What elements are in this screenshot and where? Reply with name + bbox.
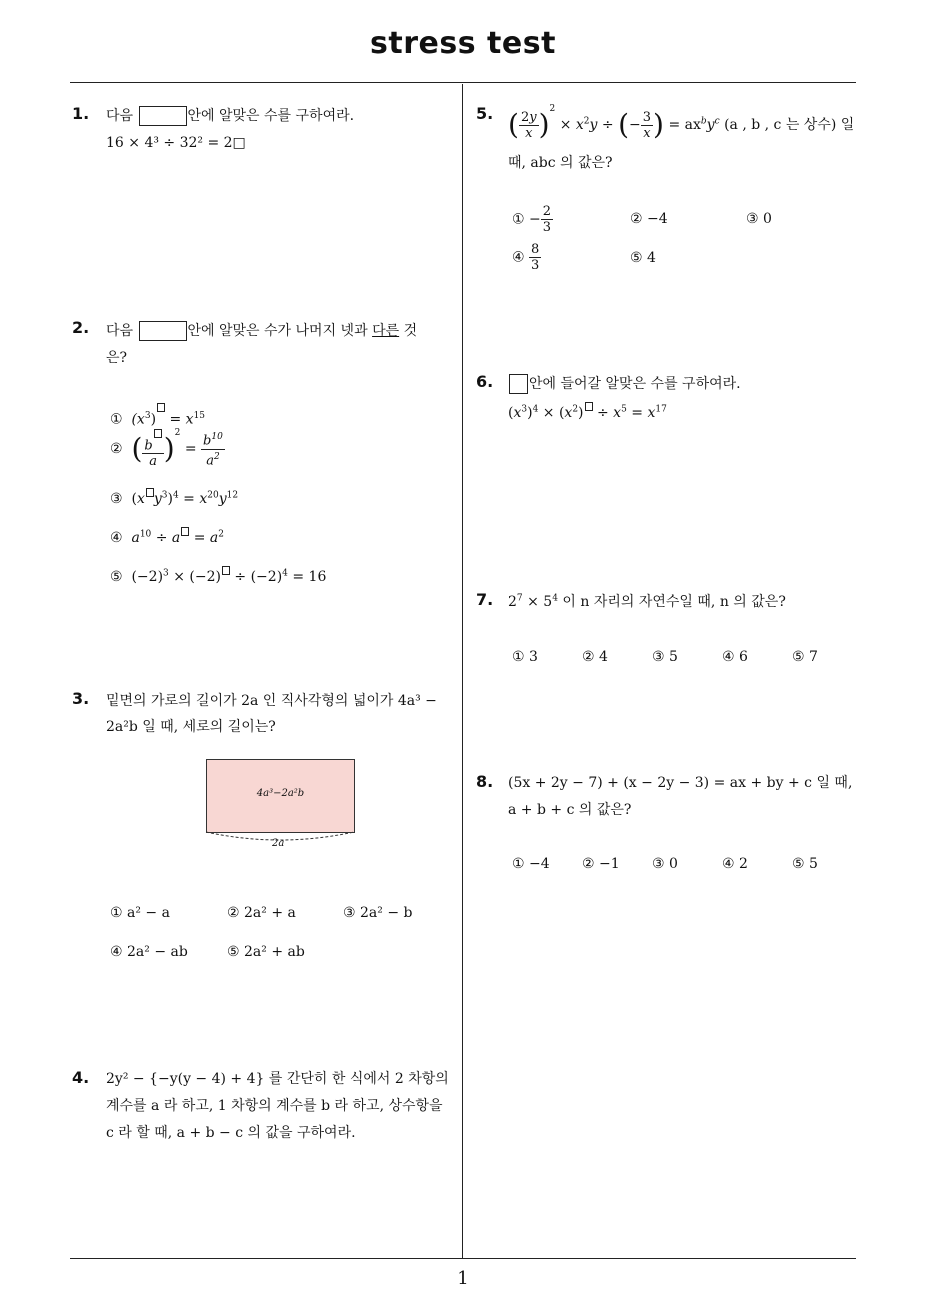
q2-choice-1-marker: ① (110, 411, 123, 428)
q3-choice-1[interactable]: ① a² − a (110, 905, 170, 921)
q3-number: 3. (72, 689, 90, 708)
q2-choice-2[interactable]: ② ( $\frac{b}{a}$ )$^2$ = $\frac{b^{10}}{a^2}$ (110, 428, 223, 470)
q8-choice-4[interactable]: ④ 2 (722, 856, 748, 872)
q5-number: 5. (476, 104, 494, 123)
q5-choice-5[interactable]: ⑤ 4 (630, 250, 656, 266)
q6-text-after: 안에 들어갈 알맞은 수를 구하여라. (529, 376, 741, 392)
q8-choice-2[interactable]: ② −1 (582, 856, 620, 872)
q7-prompt: $2^7 \times 5^4$ 이 n 자리의 자연수일 때, n 의 값은? (508, 593, 786, 610)
q1-expression: 16 × 4³ ÷ 32² = 2□ (106, 135, 246, 151)
q5-choice-4-marker: ④ (512, 249, 525, 266)
column-divider (462, 84, 463, 1259)
q6-expression: $(x^3)^4 \times (x^2) \div x^5 = x^{17}$ (508, 402, 667, 421)
q7-choice-1[interactable]: ① 3 (512, 649, 538, 665)
q4-line2: 계수를 a 라 하고, 1 차항의 계수를 b 라 하고, 상수항을 (106, 1098, 443, 1114)
page-title: stress test (370, 26, 556, 61)
q5-choice-1[interactable]: ① − $\frac{2}{3}$ (512, 204, 552, 235)
q3-choice-3[interactable]: ③ 2a² − b (343, 905, 413, 921)
q2-choice-2-marker: ② (110, 441, 123, 457)
q2-underlined-word: 다른 (372, 323, 400, 339)
q7-choice-2[interactable]: ② 4 (582, 649, 608, 665)
q3-choice-4[interactable]: ④ 2a² − ab (110, 944, 188, 960)
q7-choice-4[interactable]: ④ 6 (722, 649, 748, 665)
q2-text-after: 안에 알맞은 수가 나머지 넷과 (187, 323, 368, 339)
q2-choice-1[interactable]: ① $(x^3) = x^{15}$ (110, 403, 205, 428)
q5-choice-2[interactable]: ② −4 (630, 211, 668, 227)
q2-text-end: 것 (403, 323, 418, 339)
q5-constants-note: (a , b , c 는 상수) 일 (724, 117, 855, 133)
q5-expression: ( $\frac{2y}{x}$ )$^2 \times x^2y$ ÷ (− $\frac{3}{x}$ ) = $ax^by^c$ (a , b , c 는 상수) 일 (508, 104, 855, 141)
q3-choice-5[interactable]: ⑤ 2a² + ab (227, 944, 305, 960)
q6-number: 6. (476, 372, 494, 391)
q3-line1: 밑면의 가로의 길이가 2a 인 직사각형의 넓이가 4a³ − (106, 693, 437, 709)
q2-choice-5[interactable]: ⑤ $(-2)^3 \times (-2) \div (-2)^4 = 16$ (110, 566, 326, 585)
q7-number: 7. (476, 590, 494, 609)
q2-text-before: 다음 (106, 323, 134, 339)
q4-number: 4. (72, 1068, 90, 1087)
q7-choice-3[interactable]: ③ 5 (652, 649, 678, 665)
q2-number: 2. (72, 318, 90, 337)
q3-area-label: 4a³−2a²b (256, 788, 305, 799)
q1-number: 1. (72, 104, 90, 123)
q1-answer-box (139, 106, 187, 126)
q2-choice-4[interactable]: ④ $a^{10} \div a = a^2$ (110, 527, 224, 546)
q2-answer-box (139, 321, 187, 341)
q8-number: 8. (476, 772, 494, 791)
q3-choice-2[interactable]: ② 2a² + a (227, 905, 296, 921)
q2-choice-5-marker: ⑤ (110, 569, 123, 585)
footer-rule (70, 1258, 856, 1259)
q7-choice-5[interactable]: ⑤ 7 (792, 649, 818, 665)
q8-choice-1[interactable]: ① −4 (512, 856, 550, 872)
q4-line3: c 라 할 때, a + b − c 의 값을 구하여라. (106, 1125, 356, 1141)
q2-choice-4-marker: ④ (110, 530, 123, 546)
q3-rectangle-figure (206, 759, 355, 833)
q1-text-before: 다음 (106, 108, 134, 124)
q2-choice-3[interactable]: ③ (x $y^3)^4 = x^{20}y^{12}$ (110, 488, 238, 507)
header-rule (70, 82, 856, 83)
q1-text-after: 안에 알맞은 수를 구하여라. (187, 108, 355, 124)
q6-answer-box (509, 374, 528, 394)
q5-choice-4[interactable]: ④ $\frac{8}{3}$ (512, 242, 540, 273)
q2-choice-3-marker: ③ (110, 491, 123, 507)
q8-line2: a + b + c 의 값은? (508, 802, 632, 818)
q8-line1: (5x + 2y − 7) + (x − 2y − 3) = ax + by + c 일 때, (508, 775, 853, 791)
page-number: 1 (457, 1268, 469, 1289)
q8-choice-5[interactable]: ⑤ 5 (792, 856, 818, 872)
q7-text: 이 n 자리의 자연수일 때, n 의 값은? (562, 594, 786, 610)
q2-prompt (106, 318, 417, 344)
q6-prompt (508, 371, 741, 397)
q2-prompt-line2: 은? (106, 350, 128, 366)
q8-choice-3[interactable]: ③ 0 (652, 856, 678, 872)
q4-line1: 2y² − {−y(y − 4) + 4} 를 간단히 한 식에서 2 차항의 (106, 1071, 449, 1087)
q5-choice-3[interactable]: ③ 0 (746, 211, 772, 227)
q3-line2: 2a²b 일 때, 세로의 길이는? (106, 719, 276, 735)
q5-line2: 때, abc 의 값은? (508, 155, 613, 171)
q3-width-label: 2a (272, 838, 285, 849)
q5-choice-1-marker: ① (512, 211, 525, 228)
q5-equals: = ax (668, 117, 701, 133)
q1-prompt (106, 103, 354, 129)
